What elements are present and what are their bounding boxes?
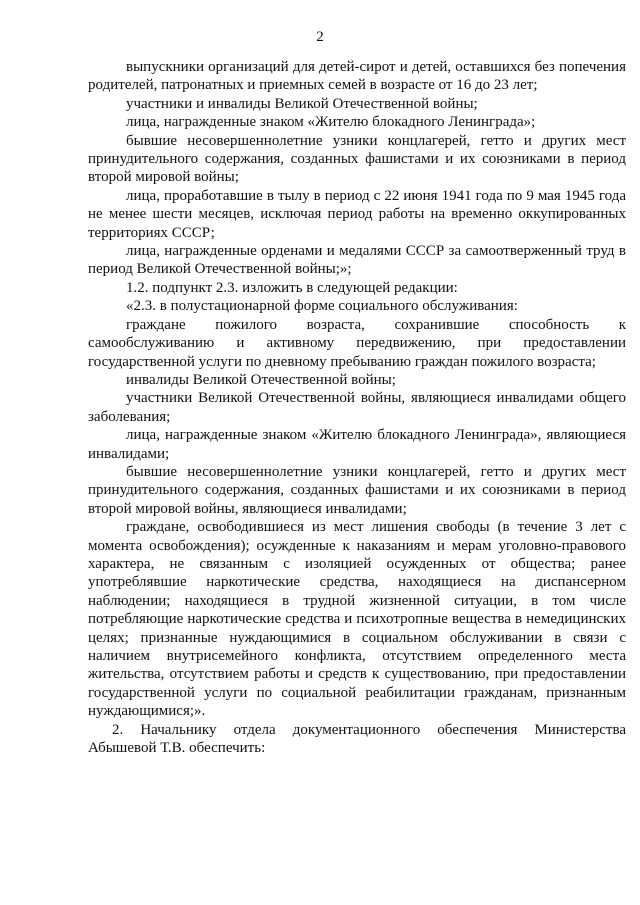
paragraph-item-2: 2. Начальнику отдела документационного обеспечения Министерства Абышевой Т.В. обеспечить: [88,721,626,757]
paragraph-leningrad-invalids: лица, награжденные знаком «Жителю блокадного Ленинграда», являющиеся инвалидами; [88,427,626,462]
paragraph-released-citizens: граждане, освободившиеся из мест лишения свободы (в течение 3 лет с момента освобождения); осужденные к наказаниям и мерам уголовно-правового характера, не связанным с изоляцией осужденных от общества; ранее употреблявшие наркотические средства, находящиеся на диспансерном наблюдении; находящиеся в трудной жизненной ситуации, в том числе потребляющие наркотические средства и психотропные вещества в немедицинских целях; признанные нуждающимися в социальном обслуживании в связи с наличием внутрисемейного конфликта, отсутствием определенного места жительства, отсутствием работы и средств к существованию, при предоставлении государственной услуги по социальной реабилитации гражданам, признанным нуждающимися;». [88,519,626,720]
paragraph-camp-prisoners-invalids: бывшие несовершеннолетние узники концлагерей, гетто и других мест принудительного содержания, созданных фашистами и их союзниками в период второй мировой войны, являющиеся инвалидами; [88,463,626,517]
paragraph-orphans: выпускники организаций для детей-сирот и детей, оставшихся без попечения родителей, патронатных и приемных семей в возрасте от 16 до 23 лет; [88,59,626,94]
paragraph-camp-prisoners: бывшие несовершеннолетние узники концлагерей, гетто и других мест принудительного содержания, созданных фашистами и их союзниками в период второй мировой войны; [88,132,626,186]
paragraph-clause-2-3-heading: «2.3. в полустационарной форме социального обслуживания: [126,298,518,315]
paragraph-wwii-participants-invalids: участники Великой Отечественной войны, являющиеся инвалидами общего заболевания; [88,390,626,425]
paragraph-leningrad-siege: лица, награжденные знаком «Жителю блокадного Ленинграда»; [126,114,536,131]
paragraph-elderly-citizens: граждане пожилого возраста, сохранившие способность к самообслуживанию и активному передвижению, при предоставлении государственной услуги по дневному пребыванию граждан пожилого возраста; [88,316,626,370]
paragraph-wwii-invalids: инвалиды Великой Отечественной войны; [126,371,396,388]
page-number: 2 [316,29,324,45]
paragraph-subclause-1-2: 1.2. подпункт 2.3. изложить в следующей редакции: [126,279,458,296]
paragraph-wwii-veterans: участники и инвалиды Великой Отечественной войны; [126,95,478,112]
paragraph-home-front-workers: лица, проработавшие в тылу в период с 22 июня 1941 года по 9 мая 1945 года не менее шести месяцев, исключая период работы на временно оккупированных территориях СССР; [88,187,626,241]
paragraph-order-holders: лица, награжденные орденами и медалями СССР за самоотверженный труд в период Великой Отечественной войны;»; [88,243,626,278]
document-body [88,58,626,757]
